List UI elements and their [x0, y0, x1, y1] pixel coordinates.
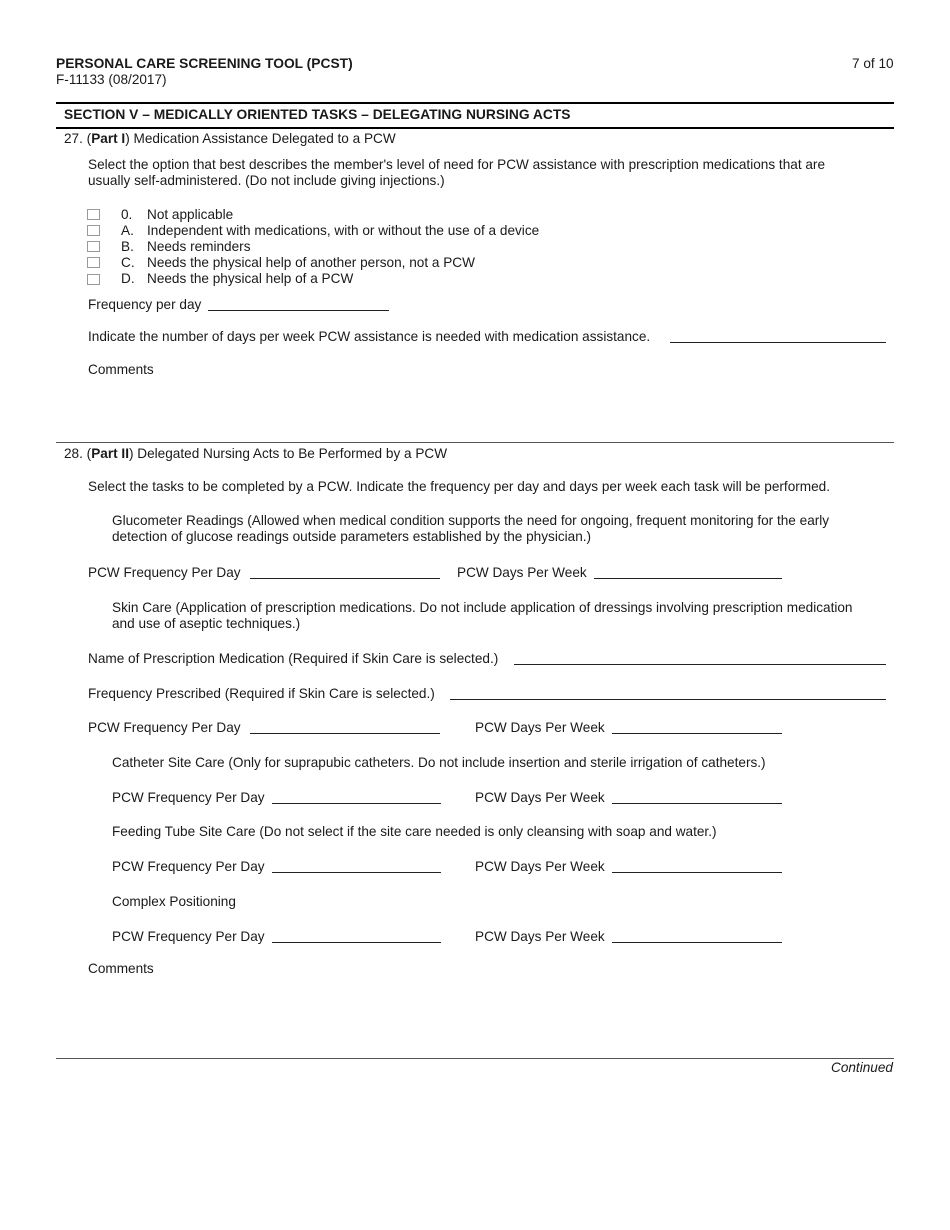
feeding-tube-label: Feeding Tube Site Care (Do not select if the site care needed is only cleansing with soap and water.) — [112, 824, 717, 839]
catheter-days-field[interactable] — [612, 803, 782, 804]
option-a-label: Independent with medications, with or without the use of a device — [147, 223, 540, 238]
continued-label: Continued — [831, 1060, 893, 1075]
skin-care-freq-label: PCW Frequency Per Day — [88, 720, 241, 735]
section-bottom-rule — [56, 127, 894, 129]
option-d-label: Needs the physical help of a PCW — [147, 271, 354, 286]
complex-positioning-days-field[interactable] — [612, 942, 782, 943]
glucometer-freq-field[interactable] — [250, 578, 440, 579]
skin-care-freq-field[interactable] — [250, 733, 440, 734]
form-title: PERSONAL CARE SCREENING TOOL (PCST) — [56, 56, 353, 71]
q27-comments-area[interactable] — [88, 380, 888, 436]
complex-positioning-label: Complex Positioning — [112, 894, 236, 909]
q27-days-field[interactable] — [670, 342, 886, 343]
feeding-tube-freq-label: PCW Frequency Per Day — [112, 859, 265, 874]
skin-care-days-field[interactable] — [612, 733, 782, 734]
q28-comments-area[interactable] — [88, 980, 888, 1052]
q27-frequency-label: Frequency per day — [88, 297, 202, 312]
option-d-code: D. — [121, 271, 135, 286]
footer-rule — [56, 1058, 894, 1059]
option-b-code: B. — [121, 239, 134, 254]
med-name-label: Name of Prescription Medication (Required if Skin Care is selected.) — [88, 651, 499, 666]
med-name-field[interactable] — [514, 664, 886, 665]
q28-heading: 28. (Part II) Delegated Nursing Acts to Be Performed by a PCW — [64, 446, 448, 461]
catheter-freq-field[interactable] — [272, 803, 441, 804]
complex-positioning-freq-field[interactable] — [272, 942, 441, 943]
freq-prescribed-label: Frequency Prescribed (Required if Skin Care is selected.) — [88, 686, 435, 701]
skin-care-line2: and use of aseptic techniques.) — [112, 616, 301, 631]
catheter-days-label: PCW Days Per Week — [475, 790, 605, 805]
feeding-tube-days-field[interactable] — [612, 872, 782, 873]
catheter-freq-label: PCW Frequency Per Day — [112, 790, 265, 805]
skin-care-line1: Skin Care (Application of prescription medications. Do not include application of dressings involving prescription medication — [112, 600, 853, 615]
option-0-checkbox[interactable] — [87, 209, 100, 220]
glucometer-line1: Glucometer Readings (Allowed when medical condition supports the need for ongoing, frequent monitoring for the early — [112, 513, 830, 528]
q27-frequency-field[interactable] — [208, 310, 389, 311]
form-id: F-11133 (08/2017) — [56, 72, 167, 87]
catheter-label: Catheter Site Care (Only for suprapubic catheters. Do not include insertion and sterile irrigation of catheters.) — [112, 755, 766, 770]
section-top-rule — [56, 102, 894, 104]
complex-positioning-freq-label: PCW Frequency Per Day — [112, 929, 265, 944]
q27-comments-label: Comments — [88, 362, 154, 377]
q27-instructions-line1: Select the option that best describes the member's level of need for PCW assistance with prescription medications that are — [88, 157, 826, 172]
glucometer-days-field[interactable] — [594, 578, 782, 579]
q27-instructions-line2: usually self-administered. (Do not include giving injections.) — [88, 173, 445, 188]
glucometer-freq-label: PCW Frequency Per Day — [88, 565, 241, 580]
option-0-code: 0. — [121, 207, 133, 222]
q28-comments-label: Comments — [88, 961, 154, 976]
feeding-tube-freq-field[interactable] — [272, 872, 441, 873]
option-a-code: A. — [121, 223, 134, 238]
skin-care-days-label: PCW Days Per Week — [475, 720, 605, 735]
freq-prescribed-field[interactable] — [450, 699, 886, 700]
option-a-checkbox[interactable] — [87, 225, 100, 236]
feeding-tube-days-label: PCW Days Per Week — [475, 859, 605, 874]
q27-heading: 27. (Part I) Medication Assistance Delegated to a PCW — [64, 131, 396, 146]
option-0-label: Not applicable — [147, 207, 234, 222]
glucometer-days-label: PCW Days Per Week — [457, 565, 587, 580]
q28-instructions: Select the tasks to be completed by a PCW. Indicate the frequency per day and days per week each task will be performed. — [88, 479, 831, 494]
option-c-checkbox[interactable] — [87, 257, 100, 268]
option-d-checkbox[interactable] — [87, 274, 100, 285]
option-b-label: Needs reminders — [147, 239, 251, 254]
q28-top-rule — [56, 442, 894, 443]
option-b-checkbox[interactable] — [87, 241, 100, 252]
option-c-code: C. — [121, 255, 135, 270]
q27-days-label: Indicate the number of days per week PCW assistance is needed with medication assistance. — [88, 329, 651, 344]
glucometer-line2: detection of glucose readings outside parameters established by the physician.) — [112, 529, 592, 544]
option-c-label: Needs the physical help of another person, not a PCW — [147, 255, 475, 270]
complex-positioning-days-label: PCW Days Per Week — [475, 929, 605, 944]
page-number: 7 of 10 — [852, 56, 894, 71]
section-title: SECTION V – MEDICALLY ORIENTED TASKS – DELEGATING NURSING ACTS — [64, 107, 571, 122]
